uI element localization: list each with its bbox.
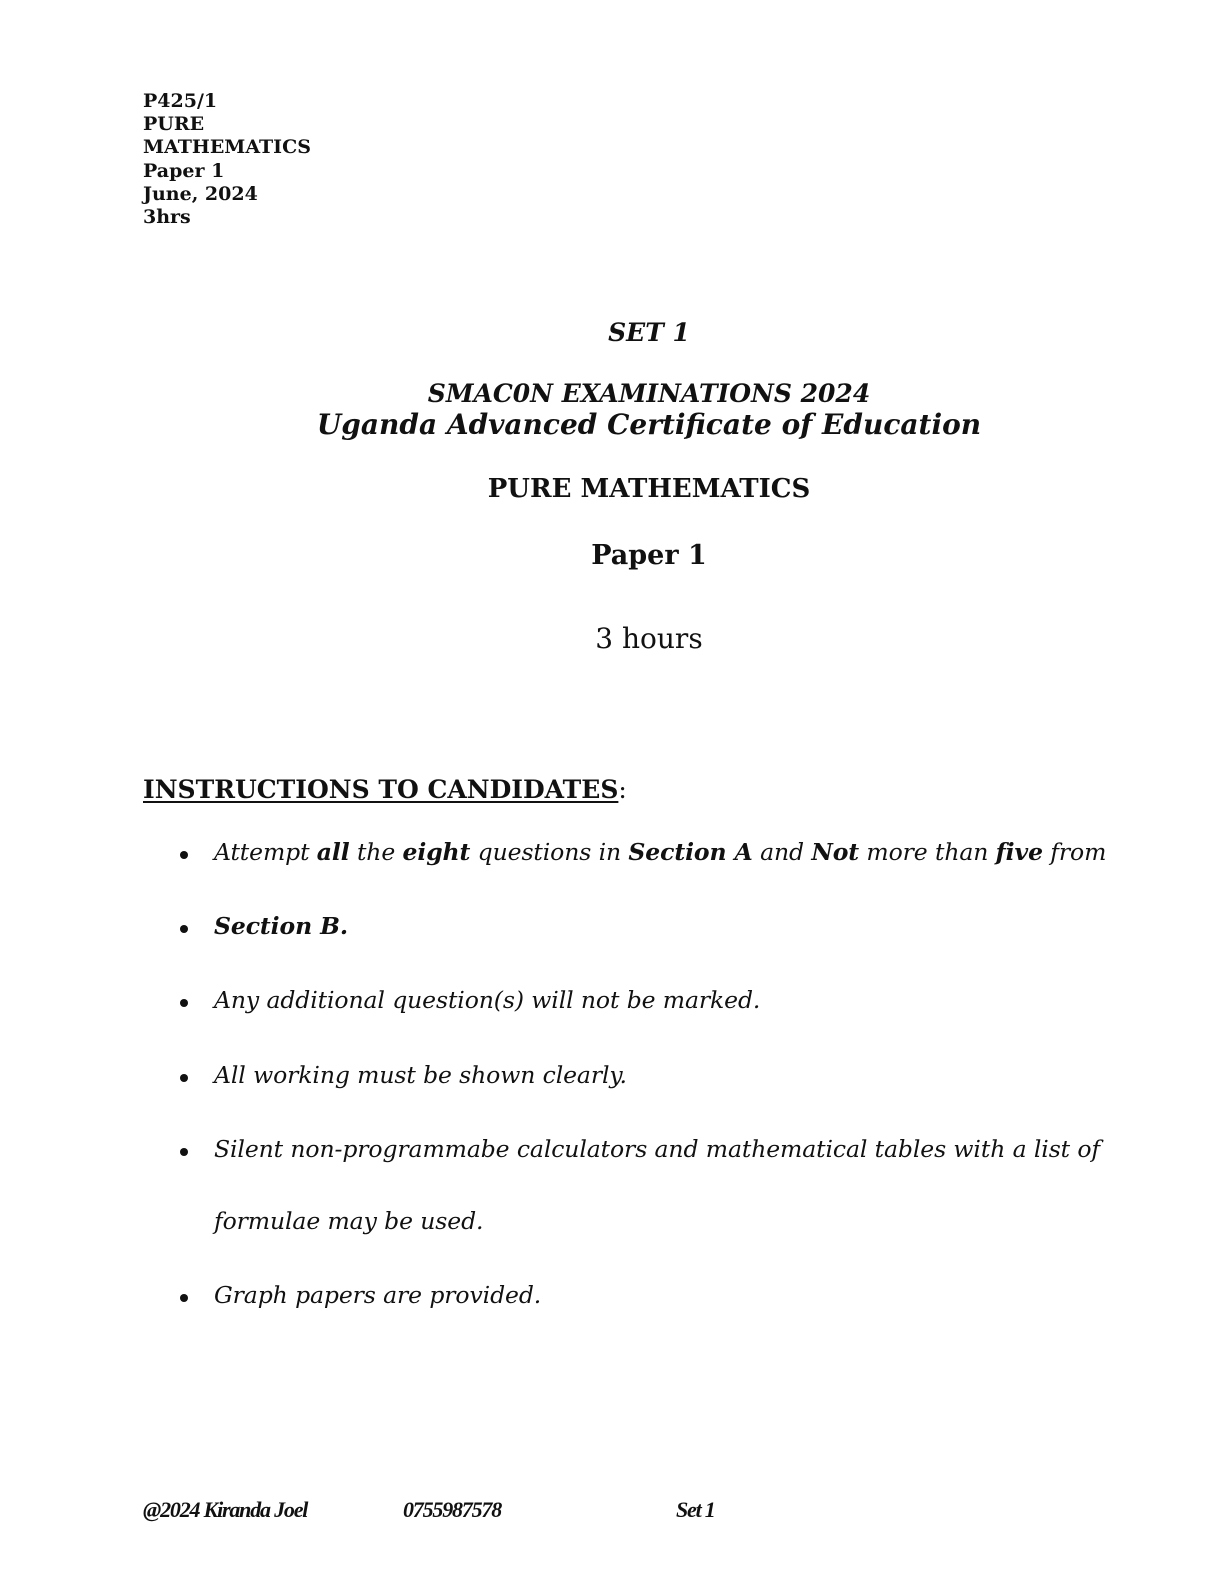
bullet-marker bbox=[178, 996, 192, 1010]
instructions-heading-text: INSTRUCTIONS TO CANDIDATES bbox=[143, 775, 619, 804]
footer-set-label: Set 1 bbox=[676, 1497, 715, 1522]
instruction-emphasis: five bbox=[995, 838, 1043, 866]
bullet-marker bbox=[178, 1291, 192, 1305]
instruction-text: and bbox=[752, 838, 812, 866]
instruction-text: Any additional question(s) will not be marked. bbox=[214, 986, 761, 1014]
instruction-text: Attempt bbox=[214, 838, 317, 866]
instruction-emphasis: Not bbox=[811, 838, 860, 866]
bullet-dot-icon bbox=[180, 1148, 188, 1156]
paper-code: P425/1 bbox=[143, 90, 218, 112]
instruction-emphasis: all bbox=[316, 838, 350, 866]
bullet-marker bbox=[178, 1071, 192, 1085]
duration-title: 3 hours bbox=[595, 622, 703, 655]
paper-title: Paper 1 bbox=[591, 540, 707, 571]
subject-title: PURE MATHEMATICS bbox=[487, 474, 811, 504]
instruction-text: the bbox=[349, 838, 403, 866]
bullet-dot-icon bbox=[180, 851, 188, 859]
header-block bbox=[143, 90, 311, 229]
certificate-title: Uganda Advanced Certificate of Education bbox=[316, 408, 982, 441]
instruction-continuation: formulae may be used. bbox=[214, 1207, 484, 1235]
bullet-marker bbox=[178, 848, 192, 862]
footer-copyright: @2024 Kiranda Joel bbox=[143, 1497, 308, 1522]
instruction-item bbox=[214, 1061, 627, 1089]
instructions-heading bbox=[143, 775, 627, 804]
instruction-emphasis: eight bbox=[402, 838, 471, 866]
instruction-item bbox=[214, 912, 348, 940]
bullet-dot-icon bbox=[180, 925, 188, 933]
instruction-text: All working must be shown clearly. bbox=[214, 1061, 627, 1089]
instruction-text: Silent non-programmabe calculators and mathematical tables with a list of bbox=[214, 1135, 1101, 1163]
instruction-text: Graph papers are provided. bbox=[214, 1281, 542, 1309]
instruction-item bbox=[214, 838, 1106, 866]
instruction-item bbox=[214, 1135, 1100, 1163]
instruction-text: from bbox=[1042, 838, 1107, 866]
set-title: SET 1 bbox=[608, 318, 690, 347]
instruction-item bbox=[214, 1281, 541, 1309]
instructions-heading-colon: : bbox=[618, 775, 627, 804]
exam-date: June, 2024 bbox=[143, 182, 258, 205]
instruction-item bbox=[214, 986, 760, 1014]
exam-name: SMAC0N EXAMINATIONS 2024 bbox=[427, 379, 871, 408]
bullet-dot-icon bbox=[180, 1074, 188, 1082]
footer-phone: 0755987578 bbox=[403, 1497, 502, 1522]
bullet-dot-icon bbox=[180, 999, 188, 1007]
bullet-dot-icon bbox=[180, 1294, 188, 1302]
instruction-emphasis: Section B. bbox=[214, 912, 348, 940]
instruction-text: more than bbox=[859, 838, 996, 866]
paper-number: Paper 1 bbox=[143, 159, 225, 182]
exam-duration-short: 3hrs bbox=[143, 206, 191, 229]
bullet-marker bbox=[178, 1145, 192, 1159]
instruction-emphasis: Section A bbox=[628, 838, 753, 866]
subject-line-2: MATHEMATICS bbox=[143, 136, 311, 159]
bullet-marker bbox=[178, 922, 192, 936]
instruction-text: questions in bbox=[470, 838, 629, 866]
subject-line-1: PURE bbox=[143, 113, 205, 136]
